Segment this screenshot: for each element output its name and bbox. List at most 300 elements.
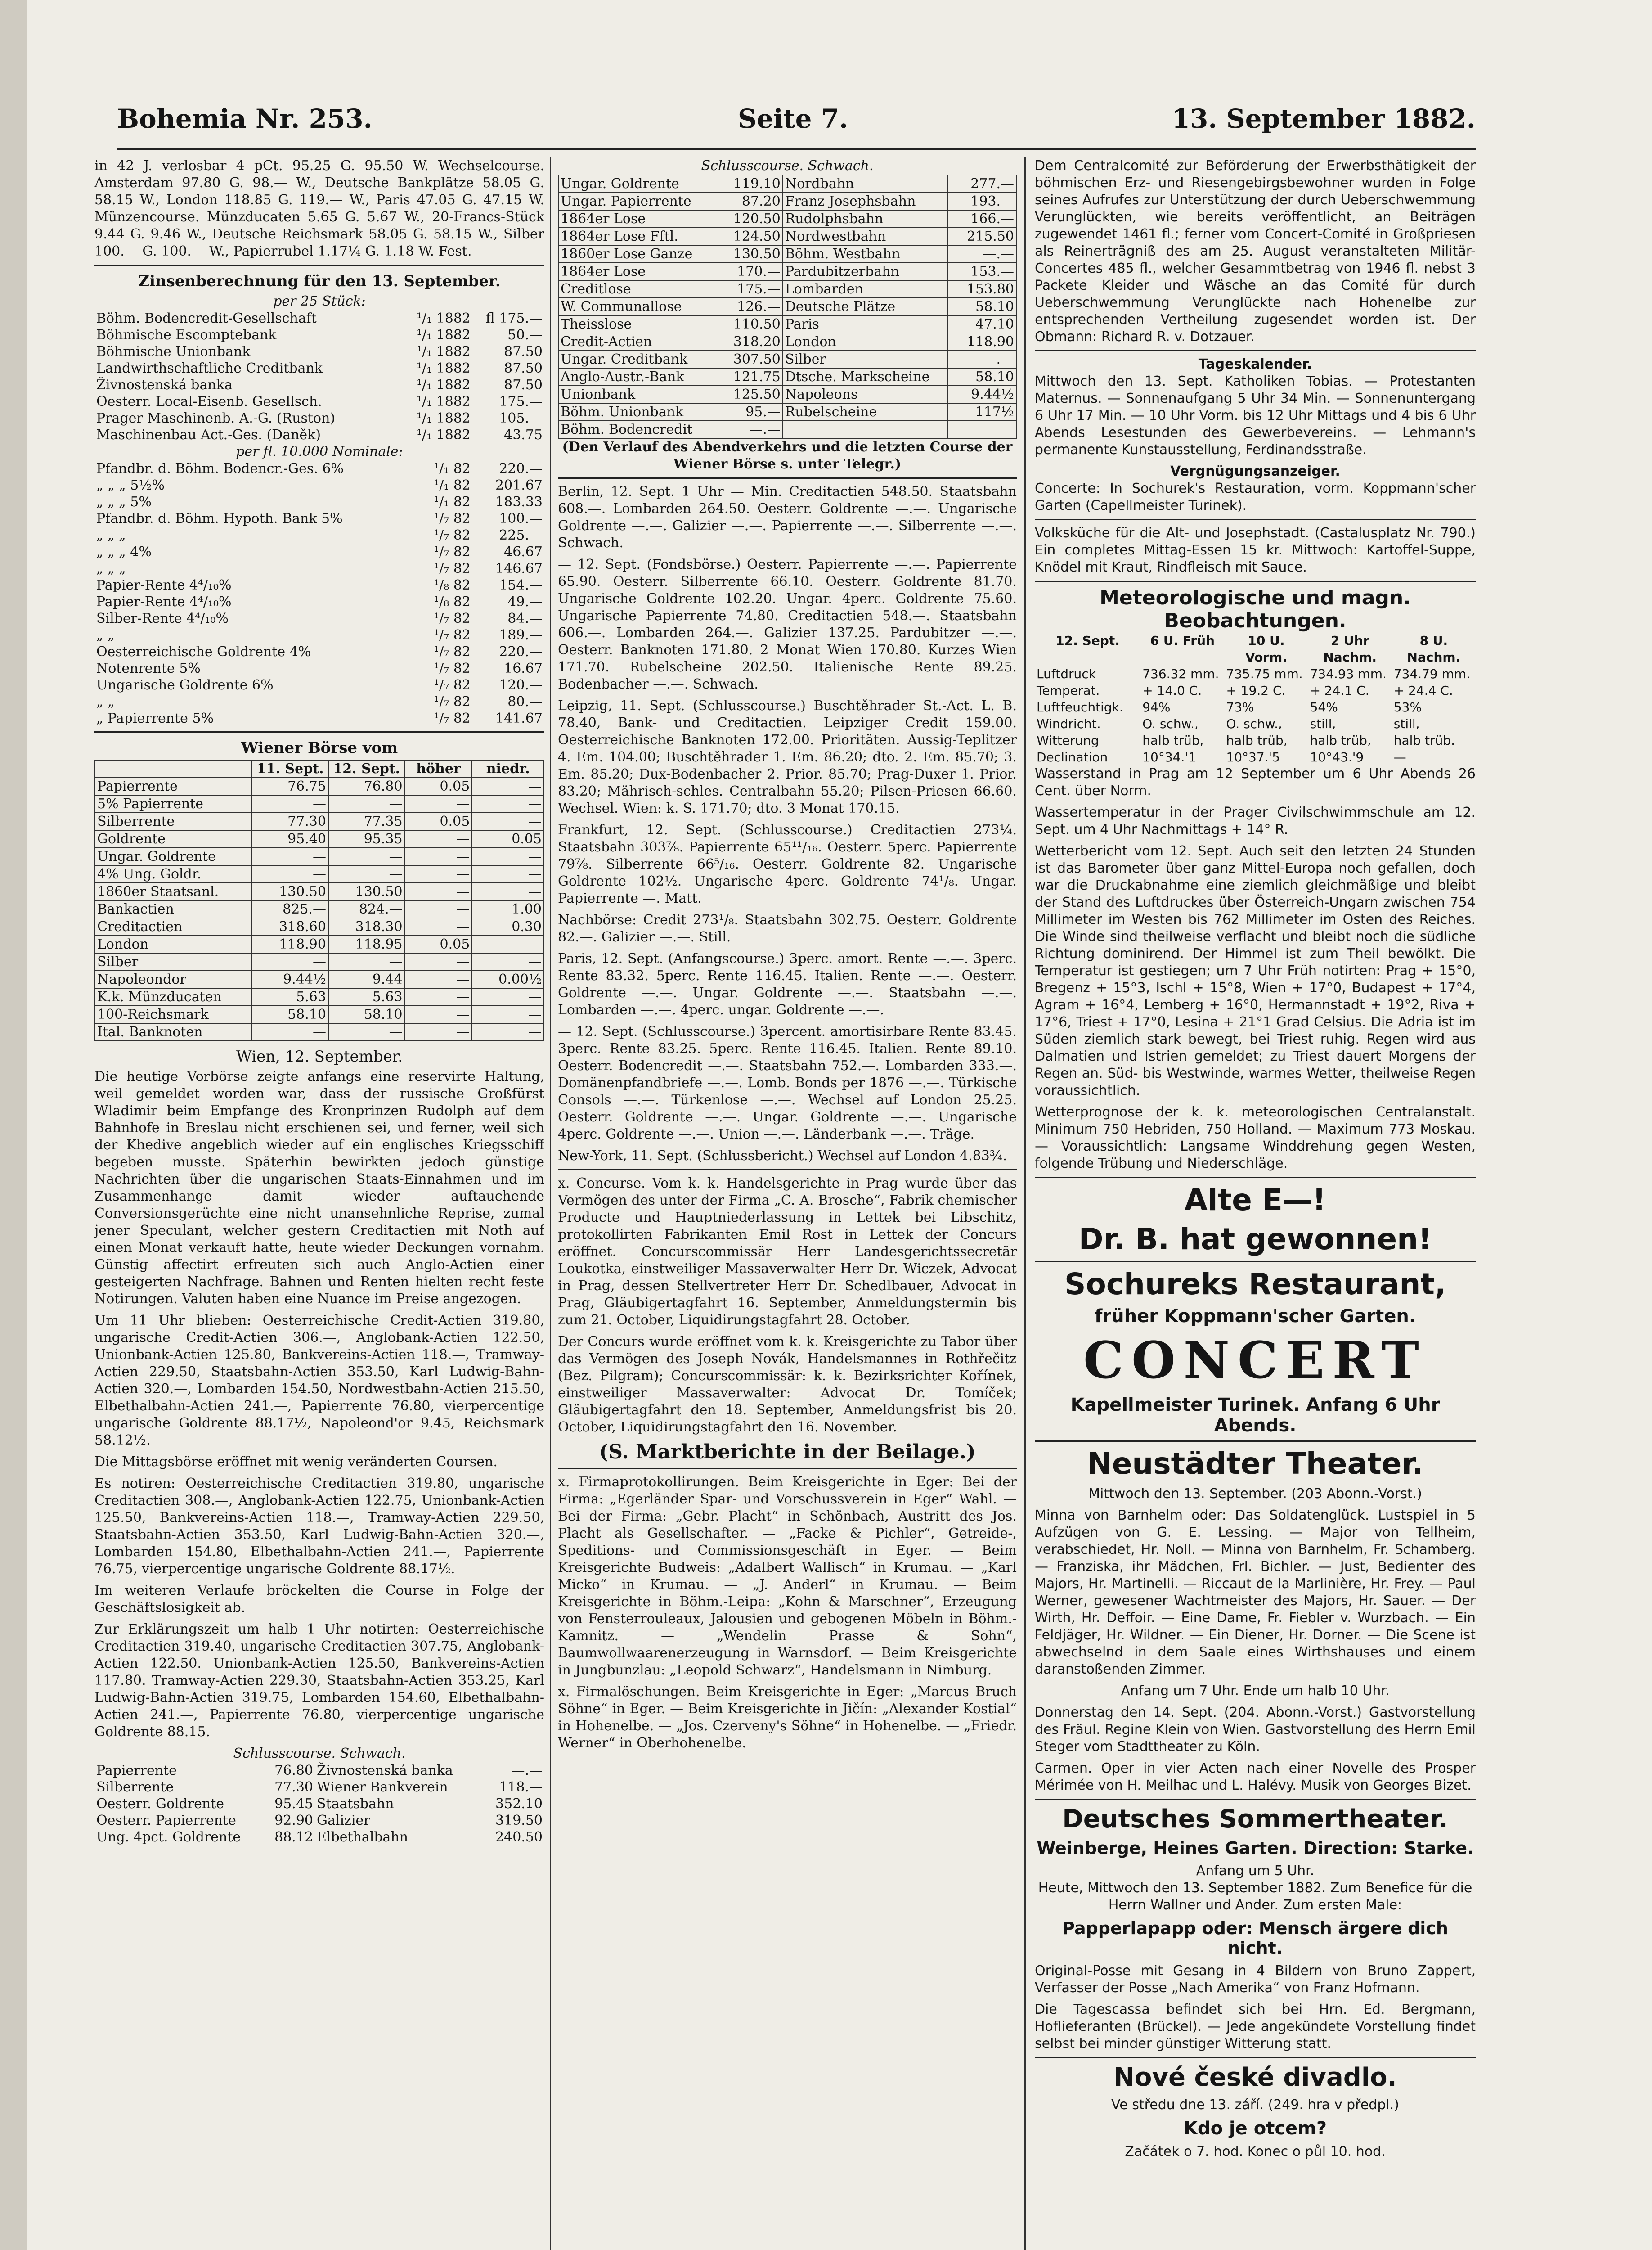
boerse-row [95, 936, 544, 953]
sommertheater-cassa: Die Tagescassa befindet sich bei Hrn. Ed. Bergmann, Hoflieferanten (Brückel). — Jede angekündete Vorstellung findet selbst bei minder günstiger Witterung statt. [1035, 2002, 1476, 2052]
nominal-row-cell: Silber-Rente 4⁴/₁₀% [96, 611, 229, 626]
boerse-row-cell: Napoleondor [95, 971, 252, 988]
meteo-row-cell: Luftdruck [1037, 666, 1096, 681]
divider [94, 265, 544, 266]
divider [558, 1468, 1017, 1469]
meteo-row [1035, 732, 1476, 749]
schluss2-row-cell: Ungar. Creditbank [558, 351, 714, 368]
nominal-row-cell: 80.— [507, 694, 543, 710]
nove-date: Ve středu dne 13. září. (249. hra v předpl.) [1111, 2097, 1399, 2113]
boerse-row-cell: — [472, 813, 544, 830]
schluss2-row-cell: Ungar. Goldrente [558, 175, 714, 193]
wien-report-4: Es notiren: Oesterreichische Creditactien 319.80, ungarische Creditactien 308.—, Anglobank-Actien 122.75, Unionbank-Actien 125.50, Bankvereins-Actien 118.—, Tramway-Actien 229.50, Staatsbahn-Actien 353.50, Karl Ludwig-Bahn-Actien 320.—, Lombarden 154.80, Elbethalbahn-Actien 241.—, Papierrente 76.75, vierpercentige ungarische Goldrente 88.17½. [94, 1476, 544, 1577]
boerse-row-cell: 58.10 [328, 1006, 405, 1023]
boerse-row-cell: 95.40 [252, 830, 328, 848]
nominal-row-cell: 46.67 [504, 544, 543, 560]
sommertheater-desc: Original-Posse mit Gesang in 4 Bildern von Bruno Zappert, Verfasser der Posse „Nach Amerika“ von Franz Hofmann. [1035, 1963, 1476, 1996]
meteo-row-cell: 10°34.'1 [1142, 750, 1196, 765]
boerse-row-cell: — [252, 953, 328, 971]
nominal-row-cell: ¹/₇ 82 [434, 661, 471, 676]
schluss2-row-cell: 87.20 [714, 193, 783, 210]
schluss2-row-cell: 215.50 [947, 228, 1016, 245]
meteo-row-cell: + 24.4 C. [1393, 683, 1453, 698]
schluss2-row [558, 280, 1016, 298]
meteo-row-cell: 735.75 mm. [1226, 666, 1303, 681]
schluss2-row-cell: Creditlose [558, 280, 714, 298]
schluss-row-cell: Staatsbahn [317, 1796, 394, 1812]
frankfurt-report-2: Nachbörse: Credit 273¹/₈. Staatsbahn 302.75. Oesterr. Goldrente 82.—. Galizier —.—. Still. [558, 912, 1017, 945]
nominal-row-cell: 120.— [499, 677, 543, 693]
schluss2-row-cell: 318.20 [714, 333, 783, 351]
frankfurt-report-1: Frankfurt, 12. Sept. (Schlusscourse.) Creditactien 273¼. Staatsbahn 303⅞. Papierrente 65¹¹/₁₆. Oesterr. 5perc. Papierrente 79⅞. Silberrente 66⁵/₁₆. Oesterr. Goldrente 82. Ungarische Goldrente 102½. Ungarische 4perc. Goldrente 74¹/₈. Ungar. Papierrente —. Matt. [558, 822, 1017, 906]
divider [1035, 2057, 1476, 2058]
schluss-row-cell: —.— [511, 1763, 543, 1778]
meteo-row-cell: 736.32 mm. [1142, 666, 1219, 681]
interest-row-cell: ¹/₁ 1882 [416, 394, 471, 410]
scan-edge-left [0, 0, 27, 2250]
boerse-row-cell: — [472, 865, 544, 883]
nominal-row-cell: „ „ „ 5½% [96, 477, 165, 493]
nominal-row-cell: 189.— [499, 627, 543, 643]
meteo-row-cell: halb trüb, [1310, 733, 1371, 748]
concurse-2: Der Concurs wurde eröffnet vom k. k. Kreisgerichte zu Tabor über das Vermögen des Joseph Novák, Handelsmannes in Rothřečitz (Bez. Pilgram); Concurscommissär: k. k. Bezirksrichter Kořínek, einstweiliger Massaverwalter: Advocat Dr. Tomíček; Gläubigertagfahrt den 18. September, Anmeldungsfrist bis 20. October, Liquidirungstagfahrt den 16. November. [558, 1334, 1017, 1435]
nominal-row-cell: ¹/₇ 82 [434, 511, 471, 526]
schluss2-row-cell: —.— [947, 245, 1016, 263]
interest-row-cell: Böhmische Escomptebank [96, 327, 277, 343]
boerse-row [95, 883, 544, 900]
schluss2-row-cell: Napoleons [783, 386, 947, 403]
boerse-row-cell: — [405, 988, 472, 1006]
meteo-row-cell: 53% [1393, 700, 1422, 715]
interest-row-cell: Prager Maschinenb. A.-G. (Ruston) [96, 410, 336, 426]
boerse-row-cell: — [472, 778, 544, 795]
schluss2-row-cell: 58.10 [947, 298, 1016, 315]
dank-notice: Dem Centralcomité zur Beförderung der Erwerbsthätigkeit der böhmischen Erz- und Riesengebirgsbewohner wurden in Folge seines Aufrufes zur Unterstützung der durch Ueberschwemmung Verunglückten, wie bereits veröffentlicht, an Beiträgen zugewendet 1461 fl.; ferner vom Concert-Comité in Großpriesen als Reinerträgniß des am 25. August veranstalteten Militär-Concertes 485 fl., welcher Gesammtbetrag von 1946 fl. nebst 3 Packete Kleider und Wäsche an das Comité für durch Ueberschwemmung Verunglückte nach Hohenelbe zur entsprechenden Vertheilung zugesendet worden ist. Der Obmann: Richard R. v. Dotzauer. [1035, 158, 1476, 345]
nominal-row-cell: Pfandbr. d. Böhm. Hypoth. Bank 5% [96, 511, 343, 526]
schluss-row-cell: 92.90 [274, 1813, 313, 1828]
schluss2-row [558, 333, 1016, 351]
meteo-row-cell: O. schw., [1142, 716, 1199, 731]
schluss-row-cell: Wiener Bankverein [317, 1779, 448, 1795]
schluss2-row-cell: 58.10 [947, 368, 1016, 386]
interest-row [94, 377, 544, 393]
nominal-row-cell: 16.67 [504, 661, 543, 676]
boerse-header-cell: 12. Sept. [328, 760, 405, 778]
divider [1035, 350, 1476, 351]
schluss2-row-cell: Nordbahn [783, 175, 947, 193]
nominal-row-cell: Papier-Rente 4⁴/₁₀% [96, 594, 232, 610]
interest-table [94, 310, 544, 443]
meteo-row-cell: halb trüb, [1142, 733, 1204, 748]
kalender-text: Mittwoch den 13. Sept. Katholiken Tobias. — Protestanten Maternus. — Sonnenaufgang 5 Uhr 34 Min. — Sonnenuntergang 6 Uhr 17 Min. — 10 Uhr Vorm. bis 12 Uhr Mittags und 4 bis 6 Uhr Abends Lesestunden des Gewerbevereins. — Lehmann's permanente Kunstausstellung, Ferdinandsstraße. [1035, 374, 1476, 458]
meteo-row-cell: Luftfeuchtigk. [1037, 700, 1123, 715]
schluss2-row-cell: W. Communallose [558, 298, 714, 315]
schluss2-row [558, 298, 1016, 315]
nominal-row [94, 560, 544, 577]
boerse-row-cell: — [405, 848, 472, 865]
concert-info: Kapellmeister Turinek. Anfang 6 Uhr Abends. [1070, 1395, 1440, 1436]
nominal-row [94, 710, 544, 727]
boerse-row-cell: — [405, 900, 472, 918]
boerse-header [95, 760, 544, 778]
boerse-row-cell: — [472, 936, 544, 953]
boerse-header-cell: höher [405, 760, 472, 778]
schluss2-row-cell: Lombarden [783, 280, 947, 298]
boerse-row [95, 1023, 544, 1041]
boerse-row-cell: 130.50 [252, 883, 328, 900]
interest-row-cell: 87.50 [504, 377, 543, 393]
schluss2-row [558, 351, 1016, 368]
berlin-report-1: Berlin, 12. Sept. 1 Uhr — Min. Creditactien 548.50. Staatsbahn 608.—. Lombarden 264.50. Oesterr. Goldrente —.—. Ungarische Goldrente —.—. Galizier —.—. Papierrente —.—. Silberrente —.—. Schwach. [558, 484, 1017, 551]
nove-time: Začátek o 7. hod. Konec o půl 10. hod. [1125, 2144, 1386, 2160]
boerse-row-cell: — [472, 883, 544, 900]
meteo-row-cell: 73% [1226, 700, 1254, 715]
nominal-row-cell: „ „ „ 5% [96, 494, 152, 510]
nominal-row-cell: ¹/₇ 82 [434, 694, 471, 710]
boerse-row-cell: — [472, 988, 544, 1006]
schluss2-row-cell: Pardubitzerbahn [783, 263, 947, 280]
nominal-row [94, 494, 544, 510]
boerse-row-cell: 825.— [252, 900, 328, 918]
boerse-row-cell: — [405, 1023, 472, 1041]
boerse-row-cell: 130.50 [328, 883, 405, 900]
meteo-title: Meteorologische und magn. Beobachtungen. [1100, 586, 1411, 632]
schluss2-row-cell: Ungar. Papierrente [558, 193, 714, 210]
nominal-row-cell: „ „ „ [96, 527, 126, 543]
schluss2-row-cell: Credit-Actien [558, 333, 714, 351]
nominal-row-cell: ¹/₇ 82 [434, 611, 471, 626]
column-2 [558, 158, 1017, 2250]
interest-row [94, 427, 544, 443]
vergnuegung-title: Vergnügungsanzeiger. [1170, 464, 1340, 479]
schluss2-row-cell: 1864er Lose [558, 263, 714, 280]
divider [558, 477, 1017, 479]
schluss-row [94, 1779, 544, 1796]
concert-headline: CONCERT [1083, 1331, 1428, 1390]
boerse-row-cell: 0.30 [472, 918, 544, 936]
nominal-row-cell: „ Papierrente 5% [96, 711, 214, 726]
neustaedter-time: Anfang um 7 Uhr. Ende um halb 10 Uhr. [1121, 1683, 1390, 1699]
wasserstand-text: Wasserstand in Prag am 12 September um 6 Uhr Abends 26 Cent. über Norm. [1035, 766, 1476, 799]
boerse-row [95, 971, 544, 988]
meteo-row-cell: 10°37.'5 [1226, 750, 1280, 765]
schluss-row-cell: 76.80 [274, 1763, 313, 1778]
nominal-row-cell: Pfandbr. d. Böhm. Bodencr.-Ges. 6% [96, 461, 344, 477]
schluss-row [94, 1829, 544, 1845]
nominal-row-cell: ¹/₇ 82 [434, 627, 471, 643]
meteo-header [1035, 632, 1476, 666]
schluss-title: Schlusscourse. Schwach. [233, 1746, 406, 1761]
divider [1035, 1799, 1476, 1800]
nominal-row-cell: ¹/₁ 82 [434, 494, 471, 510]
column-3 [1035, 158, 1476, 2250]
newspaper-issue: Bohemia Nr. 253. [117, 104, 373, 134]
interest-title: Zinsenberechnung für den 13. September. [138, 272, 501, 290]
nominal-row-cell: ¹/₁ 82 [434, 461, 471, 477]
schluss-row-cell: Galizier [317, 1813, 370, 1828]
schluss-row-cell: Papierrente [96, 1763, 177, 1778]
interest-row-cell: 105.— [499, 410, 543, 426]
boerse-row-cell: — [252, 865, 328, 883]
schluss-row-cell: 77.30 [274, 1779, 313, 1795]
sochurek-sub: früher Koppmann'scher Garten. [1094, 1306, 1416, 1327]
boerse-row-cell: 5% Papierrente [95, 795, 252, 813]
interest-row [94, 410, 544, 427]
divider [1035, 580, 1476, 582]
schluss2-row-cell: Rubelscheine [783, 403, 947, 421]
meteo-row [1035, 682, 1476, 699]
schluss-row [94, 1812, 544, 1829]
marktberichte-note: (S. Marktberichte in der Beilage.) [599, 1440, 976, 1463]
meteo-header-cell: 10 U. Vorm. [1245, 633, 1287, 665]
nominal-row-cell: „ „ [96, 694, 115, 710]
interest-row-cell: Maschinenbau Act.-Ges. (Daněk) [96, 427, 321, 443]
nominal-row-cell: „ „ „ 4% [96, 544, 152, 560]
nominal-row-cell: 154.— [499, 577, 543, 593]
nominal-row [94, 660, 544, 677]
schluss-row-cell: 240.50 [495, 1829, 543, 1845]
schluss2-row-cell: 153.— [947, 263, 1016, 280]
boerse-row [95, 813, 544, 830]
boerse-row-cell: — [472, 953, 544, 971]
schluss2-row-cell: Paris [783, 315, 947, 333]
schluss2-row-cell: Anglo-Austr.-Bank [558, 368, 714, 386]
boerse-row-cell: 95.35 [328, 830, 405, 848]
schluss2-row [558, 228, 1016, 245]
nominal-row-cell: ¹/₇ 82 [434, 711, 471, 726]
boerse-row [95, 953, 544, 971]
boerse-row [95, 988, 544, 1006]
schluss2-row-cell: Böhm. Westbahn [783, 245, 947, 263]
meteo-row-cell: + 24.1 C. [1310, 683, 1369, 698]
boerse-row-cell: 77.30 [252, 813, 328, 830]
meteo-row-cell: 10°43.'9 [1310, 750, 1364, 765]
meteo-row-cell: halb trüb, [1226, 733, 1288, 748]
nominal-row-cell: ¹/₇ 82 [434, 561, 471, 576]
nominal-row-cell: Notenrente 5% [96, 661, 201, 676]
meteo-row-cell: halb trüb. [1393, 733, 1455, 748]
nominal-row [94, 577, 544, 594]
boerse-row-cell: — [405, 830, 472, 848]
boerse-row-cell: Ungar. Goldrente [95, 848, 252, 865]
page-date: 13. September 1882. [1172, 104, 1476, 134]
nominal-row-cell: Ungarische Goldrente 6% [96, 677, 274, 693]
schluss2-row-cell: 307.50 [714, 351, 783, 368]
schluss2-row [558, 245, 1016, 263]
boerse-row-cell: 100-Reichsmark [95, 1006, 252, 1023]
boerse-row [95, 795, 544, 813]
boerse-row-cell: Silber [95, 953, 252, 971]
nominal-row-cell: 220.— [499, 644, 543, 660]
schluss2-row-cell: 124.50 [714, 228, 783, 245]
divider [558, 1169, 1017, 1170]
interest-row-cell: Böhm. Bodencredit-Gesellschaft [96, 310, 317, 326]
schluss2-row-cell: 1864er Lose [558, 210, 714, 228]
boerse-row-cell: K.k. Münzducaten [95, 988, 252, 1006]
boerse-row-cell: — [405, 971, 472, 988]
wien-report-5: Im weiteren Verlaufe bröckelten die Course in Folge der Geschäftslosigkeit ab. [94, 1583, 544, 1616]
boerse-row-cell: Bankactien [95, 900, 252, 918]
boerse-row-cell: Goldrente [95, 830, 252, 848]
schluss2-row-cell: Deutsche Plätze [783, 298, 947, 315]
interest-row-cell: 87.50 [504, 344, 543, 360]
schluss2-row-cell [783, 421, 947, 438]
wetterbericht-text: Wetterbericht vom 12. Sept. Auch seit den letzten 24 Stunden ist das Barometer über ganz Mittel-Europa noch gefallen, doch war die Druckabnahme eine ziemlich gleichmäßige und bleibt der Stand des Luftdruckes über Österreich-Ungarn zwischen 754 Millimeter im Westen bis 762 Millimeter im Osten des Reiches. Die Winde sind theilweise verflacht und bleibt noch die südliche Richtung dominirend. Der Himmel ist zum Theil bewölkt. Die Temperatur ist gestiegen; um 7 Uhr Früh notirten: Prag + 15°0, Bregenz + 15°3, Ischl + 15°8, Wien + 17°0, Budapest + 17°4, Agram + 16°4, Lemberg + 16°0, Hermannstadt + 19°2, Riva + 17°6, Triest + 17°0, Lesina + 21°1 Grad Celsius. Die Adria ist im Süden ziemlich stark bewegt, bei Triest ruhig. Regen wird aus Dalmatien und Istrien gemeldet; zu Triest dauert Morgens der Regen an. Süd- bis Westwinde, warmes Wetter, theilweise Regen voraussichtlich. [1035, 843, 1476, 1098]
schluss2-row [558, 386, 1016, 403]
boerse-row-cell: 76.75 [252, 778, 328, 795]
schluss2-row-cell: 117½ [947, 403, 1016, 421]
schluss-row-cell: 319.50 [495, 1813, 543, 1828]
boerse-row-cell: — [405, 795, 472, 813]
nove-play: Kdo je otcem? [1183, 2118, 1327, 2139]
schluss2-row-cell [947, 421, 1016, 438]
boerse-row-cell: — [328, 795, 405, 813]
paris-report-2: — 12. Sept. (Schlusscourse.) 3percent. amortisirbare Rente 83.45. 3perc. Rente 83.25. 5perc. Rente 116.45. Italien. Rente 89.10. Oesterr. Bodencredit —.—. Staatsbahn 752.—. Lombarden 333.—. Domänenpfandbriefe —.—. Lomb. Bonds per 1876 —.—. Türkische Consols —.—. Türkenlose —.—. Wechsel auf London 25.25. Oesterr. Goldrente —.—. Ungar. Goldrente —.—. Ungarische 4perc. Goldrente —.—. Union —.—. Länderbank —.—. Träge. [558, 1024, 1017, 1142]
schluss2-row-cell: 193.— [947, 193, 1016, 210]
boerse-row-cell: 1.00 [472, 900, 544, 918]
boerse-row-cell: — [405, 883, 472, 900]
boerse-row-cell: — [328, 953, 405, 971]
firma-protokoll: x. Firmaprotokollirungen. Beim Kreisgerichte in Eger: Bei der Firma: „Egerländer Spar- und Vorschussverein in Eger“ Wahl. — Bei der Firma: „Gebr. Placht“ in Schönbach, Austritt des Jos. Placht als Gesellschafter. — „Facke & Pichler“, Getreide-, Speditions- und Commissionsgeschäft in Eger. — Beim Kreisgerichte Budweis: „Adalbert Wallisch“ in Krumau. — „Karl Micko“ in Krumau. — „J. Anderl“ in Krumau. — Beim Kreisgerichte in Böhm.-Leipa: „Kohn & Marschner“, Erzeugung von Fensterrouleaux, Jalousien und gebogenen Möbeln in Böhm.-Kamnitz. — „Wendelin Prasse & Sohn“, Baumwollwaarenerzeugung in Warnsdorf. — Beim Kreisgerichte in Jungbunzlau: „Leopold Schwarz“, Handelsmann in Nimburg. [558, 1474, 1017, 1678]
interest-row [94, 310, 544, 327]
schluss2-row [558, 210, 1016, 228]
schluss-row-cell: Silberrente [96, 1779, 174, 1795]
meteo-header-cell: 2 Uhr Nachm. [1323, 633, 1377, 665]
schluss2-row-cell: 170.— [714, 263, 783, 280]
schluss2-row-cell: 166.— [947, 210, 1016, 228]
boerse-row [95, 918, 544, 936]
boerse-row-cell: Creditactien [95, 918, 252, 936]
sommertheater-title: Deutsches Sommertheater. [1062, 1804, 1448, 1834]
berlin-report-2: — 12. Sept. (Fondsbörse.) Oesterr. Papierrente —.—. Papierrente 65.90. Oesterr. Silberrente 66.10. Oesterr. Goldrente 81.70. Ungarische Goldrente 102.20. Ungar. 4perc. Goldrente 75.60. Ungarische Papierrente 74.80. Creditactien 548.—. Staatsbahn 606.—. Lombarden 264.—. Galizier 137.25. Pardubitzer —.—. Oesterr. Banknoten 171.80. 2 Monat Wien 170.80. Kurzes Wien 171.70. Rubelscheine 202.50. Italienische Rente 89.25. Bodenbacher —.—. Schwach. [558, 557, 1017, 692]
schluss2-row-cell: 119.10 [714, 175, 783, 193]
schluss2-row-cell: 153.80 [947, 280, 1016, 298]
boerse-row-cell: 5.63 [252, 988, 328, 1006]
interest-row-cell: Živnostenská banka [96, 377, 233, 393]
boerse-row [95, 778, 544, 795]
nominal-row [94, 677, 544, 693]
schluss2-row [558, 315, 1016, 333]
boerse-row-cell: — [405, 1006, 472, 1023]
schluss2-row [558, 193, 1016, 210]
sochurek-name: Sochureks Restaurant, [1064, 1267, 1446, 1301]
nominal-row-cell: 220.— [499, 461, 543, 477]
schluss2-row-cell: 9.44½ [947, 386, 1016, 403]
wien-report-1: Die heutige Vorbörse zeigte anfangs eine reservirte Haltung, weil gemeldet worden war, dass der russische Großfürst Wladimir beim Empfange des Kronprinzen Rudolph auf dem Bahnhofe in Breslau nicht erschienen sei, und ferner, weil sich der Khedive angeblich wieder auf ein englisches Kriegsschiff begeben musste. Späterhin bewirkten jedoch günstige Nachrichten über die ungarischen Staats-Einnahmen und im Zusammenhange damit wieder auftauchende Conversionsgerüchte eine nicht unansehnliche Reprise, zumal jener Speculant, welcher gestern Creditactien mit Noth auf einen Monat verkauft hatte, heute wieder Deckungen vornahm. Günstig affectirt erfreuten sich auch Anglo-Actien einer gesteigerten Nachfrage. Bahnen und Renten hielten recht feste Notirungen. Valuten haben eine Nuance im Preise angezogen. [94, 1069, 544, 1307]
wien-report-3: Die Mittagsbörse eröffnet mit wenig veränderten Coursen. [94, 1454, 498, 1470]
meteo-row-cell: — [1393, 750, 1406, 765]
interest-row-cell: fl 175.— [485, 310, 543, 326]
schluss2-row-cell: 118.90 [947, 333, 1016, 351]
schluss2-row-cell: 47.10 [947, 315, 1016, 333]
nominal-row [94, 693, 544, 710]
page-header [117, 94, 1476, 150]
schluss2-row-cell: 130.50 [714, 245, 783, 263]
nominal-row-cell: ¹/₇ 82 [434, 677, 471, 693]
interest-row-cell: ¹/₁ 1882 [416, 410, 471, 426]
interest-row-cell: Böhmische Unionbank [96, 344, 251, 360]
wien-title: Wien, 12. September. [236, 1048, 403, 1066]
schluss-row-cell: 118.— [499, 1779, 543, 1795]
nominal-row-cell: 201.67 [495, 477, 543, 493]
neustaedter-title: Neustädter Theater. [1087, 1446, 1423, 1481]
wien-report-6: Zur Erklärungszeit um halb 1 Uhr notirten: Oesterreichische Creditactien 319.40, ungarische Creditactien 307.75, Anglobank-Actien 122.50. Unionbank-Actien 125.50, Bankvereins-Actien 117.80. Tramway-Actien 229.30, Staatsbahn-Actien 353.25, Karl Ludwig-Bahn-Actien 319.75, Lombarden 154.60, Elbethalbahn-Actien 241.—, Papierrente 76.80, vierpercentige ungarische Goldrente 88.15. [94, 1621, 544, 1740]
newyork-report: New-York, 11. Sept. (Schlussbericht.) Wechsel auf London 4.83¾. [558, 1148, 1007, 1164]
column-rule-1 [550, 158, 551, 2250]
nominal-row [94, 477, 544, 494]
boerse-row-cell: 58.10 [252, 1006, 328, 1023]
boerse-row-cell: 118.95 [328, 936, 405, 953]
schluss-row [94, 1762, 544, 1779]
wien-report-2: Um 11 Uhr blieben: Oesterreichische Credit-Actien 319.80, ungarische Credit-Actien 306.—, Anglobank-Actien 122.50, Unionbank-Actien 125.80, Bankvereins-Actien 118.—, Tramway-Actien 229.50, Staatsbahn-Actien 353.50, Karl Ludwig-Bahn-Actien 320.—, Lombarden 154.50, Nordwestbahn-Actien 215.50, Elbethalbahn-Actien 241.—, Papierrente 76.80, vierpercentige ungarische Goldrente 88.17½, Napoleond'or 9.45, Reichsmark 58.12½. [94, 1313, 544, 1448]
nominal-row-cell: ¹/₈ 82 [434, 577, 471, 593]
boerse-row-cell: — [252, 848, 328, 865]
nove-divadlo-title: Nové české divadlo. [1113, 2063, 1397, 2092]
schluss2-row-cell: Dtsche. Markscheine [783, 368, 947, 386]
boerse-header-cell [95, 760, 252, 778]
per-10000-label: per fl. 10.000 Nominale: [236, 444, 403, 459]
schluss-title-2: Schlusscourse. Schwach. [701, 158, 874, 174]
nominal-row-cell: „ „ „ [96, 561, 126, 576]
schluss2-row-cell: Franz Josephsbahn [783, 193, 947, 210]
meteo-row [1035, 666, 1476, 682]
column-1 [94, 158, 544, 2250]
meteo-row-cell: 734.79 mm. [1393, 666, 1471, 681]
abend-note: (Den Verlauf des Abendverkehrs und die letzten Course der Wiener Börse s. unter Telegr.) [562, 439, 1013, 472]
nominal-row [94, 594, 544, 610]
interest-row-cell: Landwirthschaftliche Creditbank [96, 360, 323, 376]
boerse-row-cell: Silberrente [95, 813, 252, 830]
meteo-row [1035, 699, 1476, 716]
interest-row [94, 360, 544, 377]
meteo-header-cell: 8 U. Nachm. [1407, 633, 1461, 665]
nominal-row [94, 510, 544, 527]
schluss2-row [558, 263, 1016, 280]
ad-alte-line-2: Dr. B. hat gewonnen! [1078, 1222, 1432, 1256]
boerse-row-cell: 5.63 [328, 988, 405, 1006]
boerse-row [95, 900, 544, 918]
boerse-row [95, 830, 544, 848]
interest-row-cell: ¹/₁ 1882 [416, 360, 471, 376]
interest-row-cell: Oesterr. Local-Eisenb. Gesellsch. [96, 394, 322, 410]
exchange-intro: in 42 J. verlosbar 4 pCt. 95.25 G. 95.50 W. Wechselcourse. Amsterdam 97.80 G. 98.— W., Deutsche Bankplätze 58.05 G. 58.15 W., London 118.85 G. 119.— W., Paris 47.05 G. 47.15 W. Münzencourse. Münzducaten 5.65 G. 5.67 W., 20-Francs-Stück 9.44 G. 9.46 W., Deutsche Reichsmark 58.05 G. 58.15 W., Silber 100.— G. 100.— W., Papierrubel 1.17¼ G. 1.18 W. Fest. [94, 158, 544, 259]
schluss2-row-cell: 95.— [714, 403, 783, 421]
boerse-row-cell: 0.05 [405, 813, 472, 830]
schluss2-row-cell: 1860er Lose Ganze [558, 245, 714, 263]
meteo-row-cell: 54% [1310, 700, 1338, 715]
firma-loeschung: x. Firmalöschungen. Beim Kreisgerichte in Eger: „Marcus Bruch Söhne“ in Eger. — Beim Kreisgerichte in Jičín: „Alexander Kostial“ in Hohenelbe. — „Jos. Czerveny's Söhne“ in Hohenelbe. — „Friedr. Werner“ in Oberhohenelbe. [558, 1684, 1017, 1751]
nominal-table [94, 460, 544, 727]
schluss-row-cell: 88.12 [274, 1829, 313, 1845]
boerse-row-cell: London [95, 936, 252, 953]
meteo-header-cell: 6 U. Früh [1150, 633, 1215, 648]
schluss2-row-cell: —.— [947, 351, 1016, 368]
boerse-row-cell: — [405, 865, 472, 883]
boerse-row-cell: 118.90 [252, 936, 328, 953]
interest-row-cell: ¹/₁ 1882 [416, 427, 471, 443]
neustaedter-date: Mittwoch den 13. September. (203 Abonn.-Vorst.) [1088, 1486, 1422, 1502]
meteo-row-cell: Windricht. [1037, 716, 1101, 731]
nominal-row-cell: Oesterreichische Goldrente 4% [96, 644, 311, 660]
meteo-row-cell: 734.93 mm. [1310, 666, 1387, 681]
meteo-row [1035, 716, 1476, 732]
meteo-row-cell: + 14.0 C. [1142, 683, 1202, 698]
column-rule-2 [1024, 158, 1026, 2250]
page-number: Seite 7. [738, 104, 848, 134]
schluss2-row-cell: 277.— [947, 175, 1016, 193]
divider [1035, 1177, 1476, 1178]
ad-alte-line-1: Alte E—! [1184, 1183, 1326, 1217]
